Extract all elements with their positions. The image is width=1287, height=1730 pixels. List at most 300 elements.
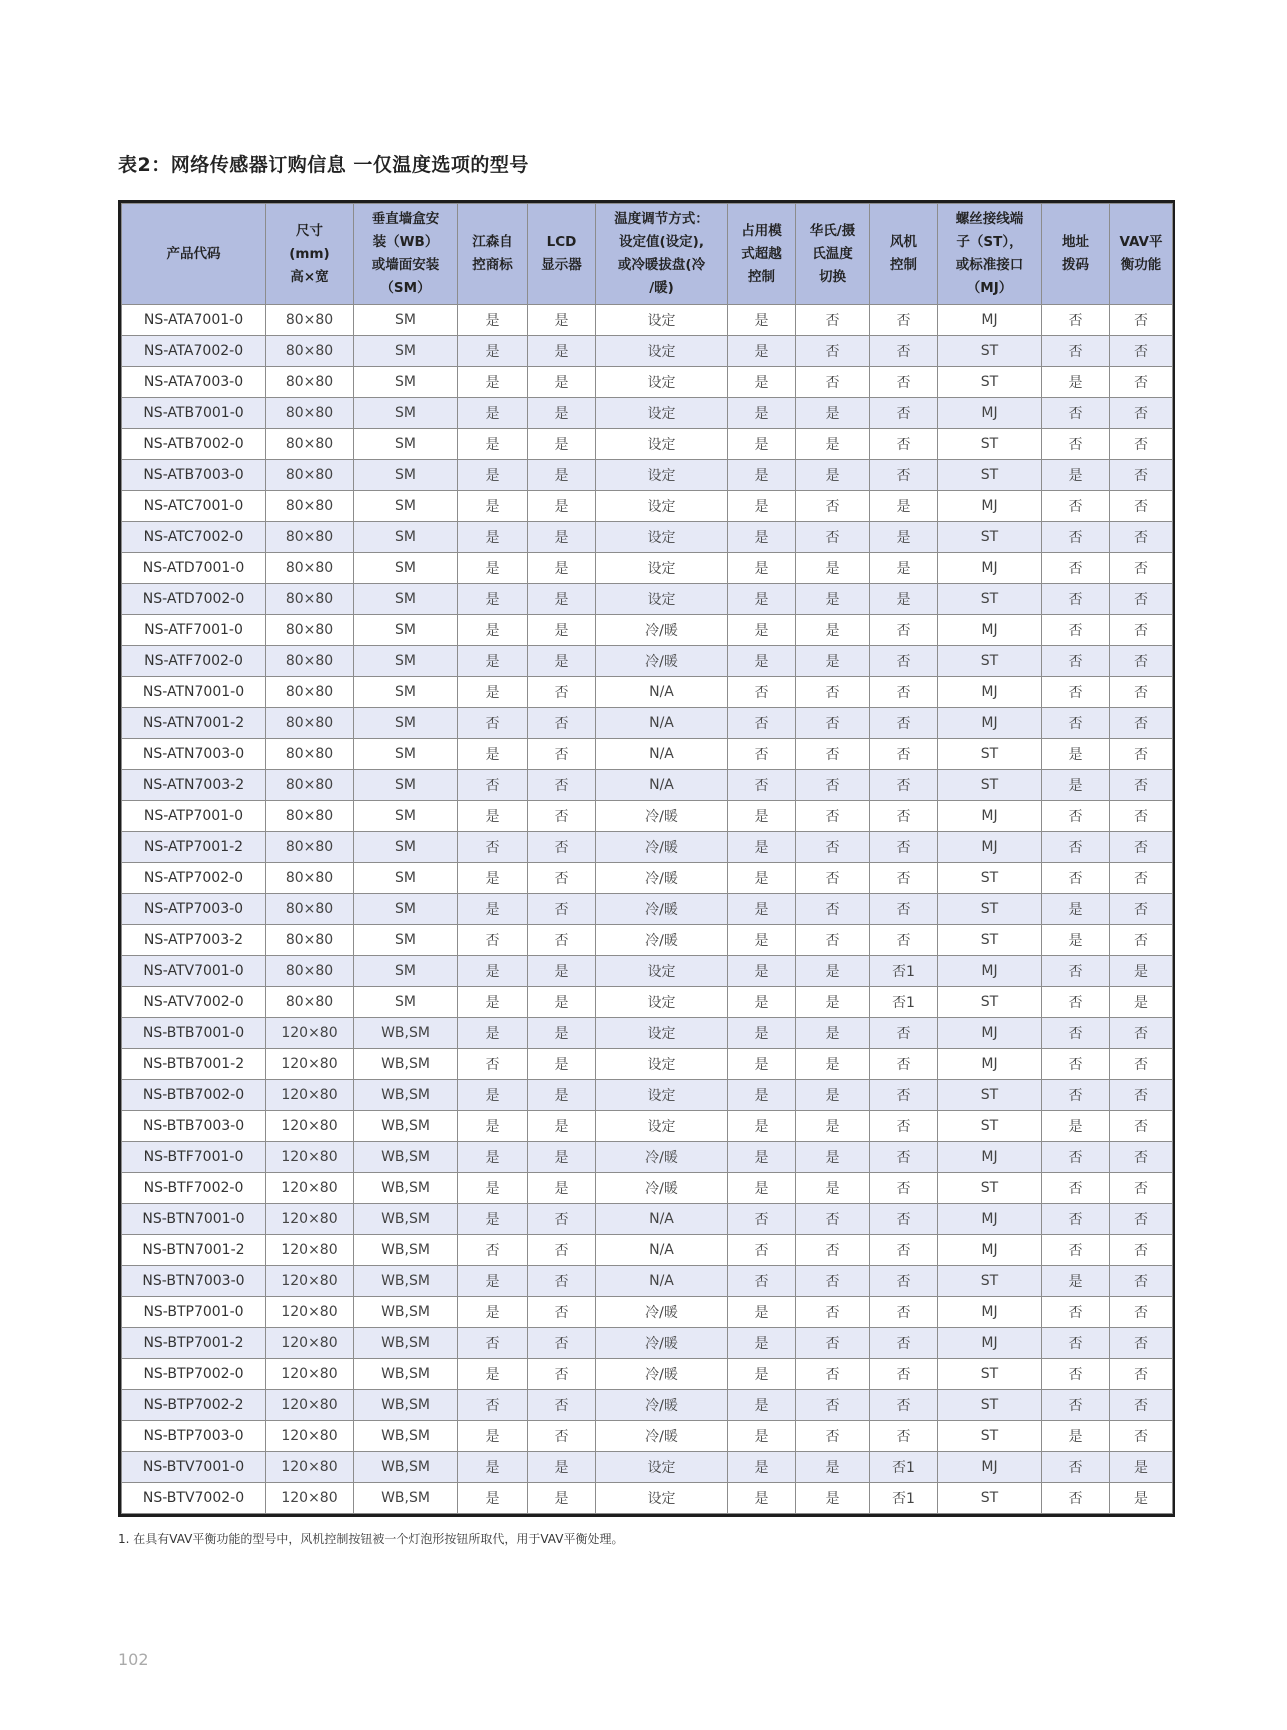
column-header bbox=[796, 204, 870, 305]
table-cell: 否 bbox=[796, 925, 870, 956]
column-header-line: 氏温度 bbox=[812, 245, 853, 262]
table-cell: 是 bbox=[458, 1483, 528, 1514]
table-cell: MJ bbox=[938, 1297, 1042, 1328]
table-cell: MJ bbox=[938, 553, 1042, 584]
column-header-line: (mm) bbox=[289, 245, 330, 262]
product-code-cell: NS-BTB7001-0 bbox=[122, 1018, 266, 1049]
table-cell: 否 bbox=[1110, 1359, 1173, 1390]
table-cell: 80×80 bbox=[266, 367, 354, 398]
table-cell: 120×80 bbox=[266, 1173, 354, 1204]
table-cell: 否 bbox=[1042, 956, 1110, 987]
table-cell: 设定 bbox=[596, 305, 728, 336]
table-cell: 是 bbox=[458, 398, 528, 429]
table-cell: 否 bbox=[870, 1266, 938, 1297]
table-cell: 是 bbox=[1110, 1452, 1173, 1483]
table-cell: 否 bbox=[528, 1204, 596, 1235]
table-cell: 否 bbox=[1110, 615, 1173, 646]
table-cell: 否 bbox=[870, 1049, 938, 1080]
table-cell: 是 bbox=[528, 305, 596, 336]
table-cell: SM bbox=[354, 336, 458, 367]
product-code-cell: NS-BTN7003-0 bbox=[122, 1266, 266, 1297]
table-cell: 是 bbox=[728, 1142, 796, 1173]
table-cell: 否 bbox=[1042, 522, 1110, 553]
table-cell: 是 bbox=[728, 429, 796, 460]
product-code-cell: NS-ATN7001-2 bbox=[122, 708, 266, 739]
column-header-line: 产品代码 bbox=[166, 245, 221, 262]
product-code-cell: NS-ATV7002-0 bbox=[122, 987, 266, 1018]
table-cell: 是 bbox=[1110, 956, 1173, 987]
table-cell: 否 bbox=[1110, 1204, 1173, 1235]
table-cell: 120×80 bbox=[266, 1297, 354, 1328]
table-row bbox=[122, 1266, 1173, 1297]
table-cell: SM bbox=[354, 956, 458, 987]
table-cell: 120×80 bbox=[266, 1390, 354, 1421]
table-cell: 否 bbox=[528, 677, 596, 708]
column-header-line: 华氏/摄 bbox=[809, 222, 856, 239]
table-cell: 否 bbox=[1042, 1142, 1110, 1173]
table-cell: SM bbox=[354, 429, 458, 460]
product-code-cell: NS-BTF7002-0 bbox=[122, 1173, 266, 1204]
table-cell: 是 bbox=[458, 491, 528, 522]
table-cell: 否 bbox=[1110, 1390, 1173, 1421]
product-code-cell: NS-BTP7001-2 bbox=[122, 1328, 266, 1359]
table-cell: 是 bbox=[728, 894, 796, 925]
table-cell: 否 bbox=[870, 1204, 938, 1235]
column-header bbox=[938, 204, 1042, 305]
table-cell: SM bbox=[354, 553, 458, 584]
table-cell: 否 bbox=[796, 801, 870, 832]
table-cell: 是 bbox=[728, 1390, 796, 1421]
table-cell: 是 bbox=[796, 429, 870, 460]
table-row bbox=[122, 925, 1173, 956]
table-cell: 否1 bbox=[870, 1452, 938, 1483]
table-row bbox=[122, 708, 1173, 739]
table-row bbox=[122, 398, 1173, 429]
table-cell: 80×80 bbox=[266, 739, 354, 770]
table-row bbox=[122, 1080, 1173, 1111]
table-cell: 否 bbox=[870, 1328, 938, 1359]
table-cell: 是 bbox=[528, 956, 596, 987]
table-cell: 是 bbox=[728, 491, 796, 522]
product-code-cell: NS-ATF7001-0 bbox=[122, 615, 266, 646]
table-cell: 120×80 bbox=[266, 1111, 354, 1142]
table-cell: 是 bbox=[796, 956, 870, 987]
table-cell: 否 bbox=[1042, 584, 1110, 615]
table-cell: 否 bbox=[796, 894, 870, 925]
table-cell: ST bbox=[938, 584, 1042, 615]
column-header-line: LCD bbox=[546, 234, 577, 250]
column-header-line: 式超越 bbox=[741, 245, 782, 262]
table-cell: 否 bbox=[1042, 1390, 1110, 1421]
table-cell: 否 bbox=[1110, 832, 1173, 863]
column-header-line: VAV平 bbox=[1119, 234, 1163, 250]
table-cell: 是 bbox=[796, 1173, 870, 1204]
table-cell: 是 bbox=[796, 1080, 870, 1111]
product-code-cell: NS-ATP7001-2 bbox=[122, 832, 266, 863]
table-cell: ST bbox=[938, 1266, 1042, 1297]
product-code-cell: NS-ATN7003-2 bbox=[122, 770, 266, 801]
table-cell: WB,SM bbox=[354, 1483, 458, 1514]
product-code-cell: NS-ATP7003-2 bbox=[122, 925, 266, 956]
table-row bbox=[122, 429, 1173, 460]
table-cell: 是 bbox=[528, 584, 596, 615]
product-code-cell: NS-BTP7002-0 bbox=[122, 1359, 266, 1390]
table-cell: 是 bbox=[728, 1297, 796, 1328]
table-cell: 否 bbox=[1042, 1359, 1110, 1390]
table-cell: 80×80 bbox=[266, 336, 354, 367]
table-cell: 设定 bbox=[596, 429, 728, 460]
table-cell: 否 bbox=[1110, 708, 1173, 739]
table-cell: SM bbox=[354, 987, 458, 1018]
table-cell: 否 bbox=[1110, 522, 1173, 553]
table-row bbox=[122, 646, 1173, 677]
product-code-cell: NS-ATP7002-0 bbox=[122, 863, 266, 894]
table-cell: 是 bbox=[528, 398, 596, 429]
table-cell: 冷/暖 bbox=[596, 1359, 728, 1390]
table-cell: 否 bbox=[1110, 1173, 1173, 1204]
table-cell: 是 bbox=[528, 1018, 596, 1049]
table-cell: WB,SM bbox=[354, 1204, 458, 1235]
table-cell: 80×80 bbox=[266, 305, 354, 336]
table-cell: SM bbox=[354, 522, 458, 553]
table-cell: 否 bbox=[458, 708, 528, 739]
table-cell: 是 bbox=[528, 460, 596, 491]
column-header-line: 或墙面安装 bbox=[371, 257, 440, 273]
table-cell: 否 bbox=[528, 1421, 596, 1452]
table-cell: 是 bbox=[458, 1111, 528, 1142]
column-header-line: 垂直墙盒安 bbox=[371, 211, 440, 227]
table-cell: 是 bbox=[458, 956, 528, 987]
table-cell: 否 bbox=[870, 739, 938, 770]
table-cell: 是 bbox=[1042, 1111, 1110, 1142]
table-cell: 80×80 bbox=[266, 894, 354, 925]
table-cell: 120×80 bbox=[266, 1483, 354, 1514]
table-cell: 设定 bbox=[596, 522, 728, 553]
table-cell: SM bbox=[354, 770, 458, 801]
table-cell: 否 bbox=[870, 1173, 938, 1204]
table-cell: MJ bbox=[938, 1235, 1042, 1266]
table-cell: WB,SM bbox=[354, 1080, 458, 1111]
table-cell: MJ bbox=[938, 1452, 1042, 1483]
table-cell: 否 bbox=[870, 460, 938, 491]
table-cell: 是 bbox=[528, 1173, 596, 1204]
table-cell: ST bbox=[938, 367, 1042, 398]
table-cell: 否 bbox=[1110, 1111, 1173, 1142]
table-cell: 否 bbox=[796, 677, 870, 708]
table-cell: 是 bbox=[528, 522, 596, 553]
table-cell: 是 bbox=[728, 925, 796, 956]
table-cell: 是 bbox=[796, 584, 870, 615]
table-cell: ST bbox=[938, 987, 1042, 1018]
table-cell: 80×80 bbox=[266, 615, 354, 646]
table-cell: 否 bbox=[1042, 1297, 1110, 1328]
table-cell: 否1 bbox=[870, 956, 938, 987]
table-cell: 是 bbox=[1042, 925, 1110, 956]
table-row bbox=[122, 894, 1173, 925]
table-cell: 否 bbox=[1042, 801, 1110, 832]
table-cell: 是 bbox=[796, 1049, 870, 1080]
column-header-line: 温度调节方式： bbox=[614, 211, 709, 227]
table-cell: MJ bbox=[938, 491, 1042, 522]
table-cell: SM bbox=[354, 832, 458, 863]
table-cell: 是 bbox=[458, 894, 528, 925]
product-code-cell: NS-ATV7001-0 bbox=[122, 956, 266, 987]
table-cell: 否 bbox=[796, 367, 870, 398]
table-cell: 否 bbox=[528, 894, 596, 925]
table-cell: WB,SM bbox=[354, 1359, 458, 1390]
table-cell: 否 bbox=[870, 615, 938, 646]
table-cell: 是 bbox=[728, 1328, 796, 1359]
table-cell: 否 bbox=[870, 832, 938, 863]
product-code-cell: NS-BTP7001-0 bbox=[122, 1297, 266, 1328]
table-cell: 否 bbox=[728, 1204, 796, 1235]
table-cell: 设定 bbox=[596, 1080, 728, 1111]
table-cell: 否 bbox=[870, 801, 938, 832]
table-cell: 否 bbox=[796, 739, 870, 770]
table-cell: MJ bbox=[938, 1018, 1042, 1049]
table-cell: 否 bbox=[528, 1297, 596, 1328]
table-cell: 否 bbox=[870, 708, 938, 739]
table-row bbox=[122, 1359, 1173, 1390]
table-cell: 是 bbox=[728, 1452, 796, 1483]
column-header-line: 高×宽 bbox=[290, 268, 329, 285]
table-cell: 是 bbox=[870, 491, 938, 522]
table-cell: 否 bbox=[458, 832, 528, 863]
product-code-cell: NS-BTF7001-0 bbox=[122, 1142, 266, 1173]
column-header bbox=[728, 204, 796, 305]
table-cell: 否 bbox=[528, 1235, 596, 1266]
table-cell: 冷/暖 bbox=[596, 801, 728, 832]
table-cell: 否 bbox=[1042, 646, 1110, 677]
column-header-line: 切换 bbox=[819, 268, 846, 285]
table-cell: 否 bbox=[1110, 894, 1173, 925]
table-cell: 否 bbox=[870, 1235, 938, 1266]
table-row bbox=[122, 1390, 1173, 1421]
table-cell: 否 bbox=[1042, 1328, 1110, 1359]
table-row bbox=[122, 1142, 1173, 1173]
table-cell: 否 bbox=[728, 708, 796, 739]
table-cell: 是 bbox=[458, 1359, 528, 1390]
table-cell: 是 bbox=[458, 1204, 528, 1235]
table-cell: 否 bbox=[796, 770, 870, 801]
product-code-cell: NS-ATC7002-0 bbox=[122, 522, 266, 553]
table-cell: 80×80 bbox=[266, 491, 354, 522]
table-cell: 是 bbox=[728, 522, 796, 553]
table-cell: 否 bbox=[796, 1266, 870, 1297]
column-header-line: 控商标 bbox=[472, 257, 513, 273]
table-cell: N/A bbox=[596, 1266, 728, 1297]
table-cell: 是 bbox=[796, 615, 870, 646]
table-cell: 否 bbox=[1042, 1018, 1110, 1049]
table-cell: SM bbox=[354, 615, 458, 646]
table-cell: 是 bbox=[458, 305, 528, 336]
column-header-line: 占用模 bbox=[741, 222, 782, 239]
column-header bbox=[596, 204, 728, 305]
table-cell: ST bbox=[938, 1483, 1042, 1514]
table-cell: 是 bbox=[458, 1421, 528, 1452]
table-cell: SM bbox=[354, 894, 458, 925]
table-cell: ST bbox=[938, 1173, 1042, 1204]
table-cell: 是 bbox=[1042, 1266, 1110, 1297]
table-cell: 120×80 bbox=[266, 1235, 354, 1266]
table-cell: WB,SM bbox=[354, 1235, 458, 1266]
table-cell: 冷/暖 bbox=[596, 1173, 728, 1204]
table-cell: 是 bbox=[528, 553, 596, 584]
table-cell: 否 bbox=[870, 646, 938, 677]
table-cell: 否 bbox=[1110, 677, 1173, 708]
table-cell: 否 bbox=[528, 925, 596, 956]
table-cell: 是 bbox=[528, 367, 596, 398]
table-cell: SM bbox=[354, 646, 458, 677]
table-cell: MJ bbox=[938, 801, 1042, 832]
table-cell: 是 bbox=[528, 1111, 596, 1142]
table-cell: 否 bbox=[796, 336, 870, 367]
table-cell: 是 bbox=[528, 646, 596, 677]
table-cell: 是 bbox=[528, 491, 596, 522]
table-cell: MJ bbox=[938, 1049, 1042, 1080]
table-cell: 否 bbox=[1110, 646, 1173, 677]
table-cell: 是 bbox=[528, 615, 596, 646]
table-cell: N/A bbox=[596, 1235, 728, 1266]
column-header-line: 或冷暖拔盘(冷 bbox=[617, 257, 706, 273]
table-cell: ST bbox=[938, 863, 1042, 894]
table-cell: 否 bbox=[870, 677, 938, 708]
table-row bbox=[122, 615, 1173, 646]
product-code-cell: NS-BTN7001-0 bbox=[122, 1204, 266, 1235]
table-cell: 否 bbox=[1110, 1421, 1173, 1452]
table-cell: ST bbox=[938, 336, 1042, 367]
product-code-cell: NS-ATN7001-0 bbox=[122, 677, 266, 708]
table-cell: MJ bbox=[938, 832, 1042, 863]
table-cell: 否 bbox=[796, 1235, 870, 1266]
table-cell: N/A bbox=[596, 708, 728, 739]
table-cell: 是 bbox=[458, 801, 528, 832]
table-cell: 是 bbox=[458, 1080, 528, 1111]
column-header-line: 风机 bbox=[890, 234, 917, 250]
table-cell: 否 bbox=[1042, 1204, 1110, 1235]
table-cell: 是 bbox=[528, 1452, 596, 1483]
table-cell: 是 bbox=[458, 367, 528, 398]
table-cell: 是 bbox=[458, 863, 528, 894]
table-cell: ST bbox=[938, 522, 1042, 553]
table-cell: 是 bbox=[728, 832, 796, 863]
table-cell: 是 bbox=[796, 553, 870, 584]
table-cell: 是 bbox=[870, 553, 938, 584]
product-code-cell: NS-BTN7001-2 bbox=[122, 1235, 266, 1266]
table-cell: ST bbox=[938, 460, 1042, 491]
table-cell: 否 bbox=[870, 863, 938, 894]
table-cell: ST bbox=[938, 894, 1042, 925]
table-cell: 否 bbox=[1110, 739, 1173, 770]
table-cell: SM bbox=[354, 584, 458, 615]
table-cell: 80×80 bbox=[266, 863, 354, 894]
table-cell: ST bbox=[938, 925, 1042, 956]
table-cell: 否 bbox=[870, 925, 938, 956]
table-cell: 否 bbox=[870, 1390, 938, 1421]
table-cell: WB,SM bbox=[354, 1049, 458, 1080]
table-cell: 否 bbox=[1110, 1297, 1173, 1328]
table-cell: 否 bbox=[1042, 1483, 1110, 1514]
table-row bbox=[122, 1235, 1173, 1266]
table-cell: 是 bbox=[458, 1297, 528, 1328]
table-cell: MJ bbox=[938, 615, 1042, 646]
table-row bbox=[122, 1204, 1173, 1235]
table-cell: 80×80 bbox=[266, 832, 354, 863]
table-cell: 是 bbox=[728, 1173, 796, 1204]
table-cell: 120×80 bbox=[266, 1421, 354, 1452]
table-cell: 否 bbox=[1042, 336, 1110, 367]
table-row bbox=[122, 553, 1173, 584]
table-cell: MJ bbox=[938, 398, 1042, 429]
table-cell: 是 bbox=[796, 1111, 870, 1142]
table-cell: 是 bbox=[458, 522, 528, 553]
table-row bbox=[122, 1049, 1173, 1080]
table-cell: ST bbox=[938, 1080, 1042, 1111]
table-cell: WB,SM bbox=[354, 1018, 458, 1049]
table-cell: 否 bbox=[1110, 770, 1173, 801]
table-cell: 是 bbox=[458, 553, 528, 584]
table-cell: 否 bbox=[1110, 925, 1173, 956]
table-cell: 否 bbox=[1110, 553, 1173, 584]
product-code-cell: NS-BTB7001-2 bbox=[122, 1049, 266, 1080]
table-row bbox=[122, 367, 1173, 398]
table-cell: 120×80 bbox=[266, 1328, 354, 1359]
table-cell: 否 bbox=[1042, 708, 1110, 739]
table-cell: 否 bbox=[528, 863, 596, 894]
column-header bbox=[1042, 204, 1110, 305]
table-cell: SM bbox=[354, 863, 458, 894]
product-code-cell: NS-ATP7001-0 bbox=[122, 801, 266, 832]
table-cell: 否 bbox=[528, 801, 596, 832]
table-cell: 冷/暖 bbox=[596, 1421, 728, 1452]
table-cell: 否 bbox=[870, 1421, 938, 1452]
table-cell: 80×80 bbox=[266, 646, 354, 677]
table-cell: 是 bbox=[458, 1452, 528, 1483]
table-cell: 是 bbox=[728, 863, 796, 894]
table-cell: 设定 bbox=[596, 460, 728, 491]
column-header-line: 尺寸 bbox=[296, 222, 323, 239]
table-cell: 120×80 bbox=[266, 1080, 354, 1111]
table-cell: 是 bbox=[528, 429, 596, 460]
table-cell: 80×80 bbox=[266, 801, 354, 832]
table-cell: 否 bbox=[796, 522, 870, 553]
table-cell: 否 bbox=[1042, 491, 1110, 522]
table-cell: 设定 bbox=[596, 1049, 728, 1080]
table-cell: 是 bbox=[458, 646, 528, 677]
table-cell: 否 bbox=[1042, 398, 1110, 429]
table-cell: MJ bbox=[938, 1142, 1042, 1173]
table-cell: N/A bbox=[596, 1204, 728, 1235]
table-cell: 设定 bbox=[596, 1483, 728, 1514]
table-cell: N/A bbox=[596, 739, 728, 770]
table-cell: 否 bbox=[728, 739, 796, 770]
ordering-table bbox=[121, 203, 1173, 1514]
table-cell: 是 bbox=[528, 1483, 596, 1514]
table-cell: 80×80 bbox=[266, 925, 354, 956]
table-cell: ST bbox=[938, 429, 1042, 460]
table-cell: ST bbox=[938, 1111, 1042, 1142]
column-header-line: 江森自 bbox=[472, 234, 513, 250]
table-cell: 否 bbox=[1110, 367, 1173, 398]
table-cell: 否 bbox=[1110, 584, 1173, 615]
table-cell: WB,SM bbox=[354, 1111, 458, 1142]
table-cell: 否 bbox=[870, 336, 938, 367]
column-header-line: （SM） bbox=[380, 280, 431, 296]
product-code-cell: NS-ATD7001-0 bbox=[122, 553, 266, 584]
table-cell: 冷/暖 bbox=[596, 832, 728, 863]
column-header-line: /暖) bbox=[649, 280, 674, 296]
table-cell: 否 bbox=[458, 1328, 528, 1359]
